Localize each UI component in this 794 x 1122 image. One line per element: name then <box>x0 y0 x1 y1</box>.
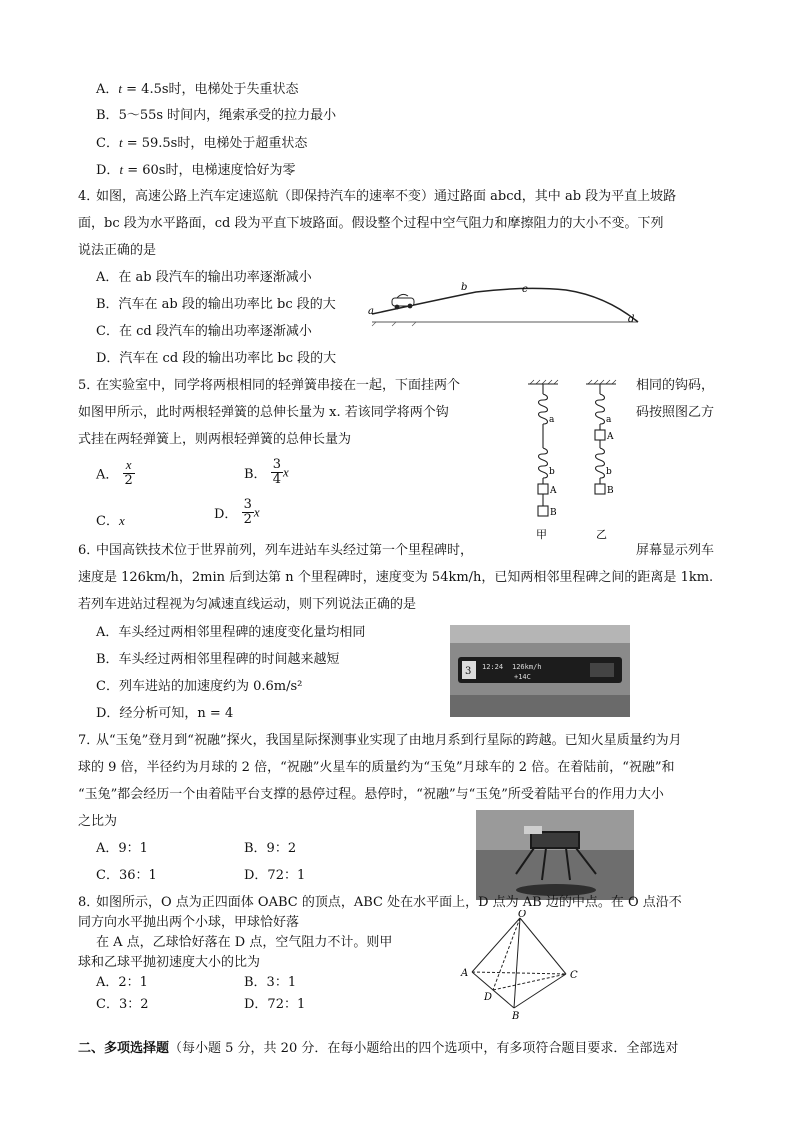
hook-label-A-jia: A <box>550 486 557 496</box>
hook-label-B-jia: B <box>550 508 557 518</box>
q4-stem-line3: 说法正确的是 <box>78 243 157 258</box>
q6-number: 6． <box>78 543 100 558</box>
q5-stem-line2b: 码按照图乙方 <box>636 405 715 420</box>
q3-option-a: A．t = 4.5s时，电梯处于失重状态 <box>96 81 299 97</box>
spring-label-a-jia: a <box>549 415 555 425</box>
section2-heading <box>78 1040 678 1058</box>
section2-title: 二、多项选择题 <box>78 1041 170 1056</box>
q4-stem-line2: 面，bc 段为水平路面，cd 段为平直下坡路面。假设整个过程中空气阻力和摩擦阻力的大小不变。下列 <box>78 216 664 231</box>
q5-stem-line1a: 在实验室中，同学将两根相同的轻弹簧串接在一起，下面挂两个 <box>96 378 461 393</box>
q8-option-b: B．3：1 <box>244 975 297 990</box>
q5-stem-line3: 式挂在两轻弹簧上，则两根轻弹簧的总伸长量为 <box>78 432 352 447</box>
q5-option-a: A． $\frac{x}{2}$ <box>96 457 133 488</box>
q7-option-b: B．9：2 <box>244 841 297 856</box>
road-label-a: a <box>368 306 374 317</box>
spring-figure <box>520 378 630 543</box>
q6-option-d: D．经分析可知，n = 4 <box>96 706 234 721</box>
q5-stem-line2a: 如图甲所示，此时两根轻弹簧的总伸长量为 x. 若该同学将两个钩 <box>78 405 449 420</box>
q6-stem-line3: 若列车进站过程视为匀减速直线运动，则下列说法正确的是 <box>78 597 417 612</box>
display-temp: +14C <box>514 673 531 681</box>
q8-option-d: D．72：1 <box>244 997 306 1012</box>
q3-option-b: B．5～55s 时间内，绳索承受的拉力最小 <box>96 108 337 123</box>
spring-label-a-yi: a <box>606 415 612 425</box>
q7-number: 7． <box>78 733 100 748</box>
hook-label-B-yi: B <box>607 486 614 496</box>
display-speed: 126km/h <box>512 663 542 671</box>
tetra-label-B: B <box>512 1011 520 1020</box>
tetrahedron-figure <box>458 910 588 1020</box>
tetra-label-A: A <box>461 968 469 979</box>
spring-label-b-jia: b <box>549 467 555 477</box>
q7-stem-line2: 球的 9 倍，半径约为月球的 2 倍，“祝融”火星车的质量约为“玉兔”月球车的 2 倍。在着陆前，“祝融”和 <box>78 760 675 775</box>
road-label-d: d <box>628 314 635 325</box>
q8-option-a: A．2：1 <box>96 975 148 990</box>
display-time: 12:24 <box>482 663 504 671</box>
q4-option-c: C．在 cd 段汽车的输出功率逐渐减小 <box>96 324 312 339</box>
car-number: 3 <box>465 666 472 677</box>
q8-option-c: C．3：2 <box>96 997 149 1012</box>
train-display-photo <box>450 625 630 717</box>
q4-option-a: A．在 ab 段汽车的输出功率逐渐减小 <box>96 270 312 285</box>
figure-label-yi: 乙 <box>596 528 607 541</box>
q4-option-b: B．汽车在 ab 段的输出功率比 bc 段的大 <box>96 297 336 312</box>
q4-option-d: D．汽车在 cd 段的输出功率比 bc 段的大 <box>96 351 337 366</box>
q7-stem-line3: “玉兔”都会经历一个由着陆平台支撑的悬停过程。悬停时，“祝融”与“玉兔”所受着陆平台的作用力大小 <box>78 787 664 802</box>
tetra-label-O: O <box>518 910 527 920</box>
q7-option-a: A．9：1 <box>96 841 148 856</box>
q7-stem-line1: 从“玉兔”登月到“祝融”探火，我国星际探测事业实现了由地月系到行星际的跨越。已知火星质量约为月 <box>96 733 682 748</box>
q7-option-d: D．72：1 <box>244 868 306 883</box>
q6-option-a: A．车头经过两相邻里程碑的速度变化量均相同 <box>96 625 366 640</box>
road-label-b: b <box>461 282 468 293</box>
tetra-label-C: C <box>570 970 578 981</box>
q6-stem-line1b: 屏幕显示列车 <box>636 543 715 558</box>
figure-label-jia: 甲 <box>536 528 547 541</box>
q8-stem-line3: 在 A 点，乙球恰好落在 D 点，空气阻力不计。则甲 <box>96 935 393 950</box>
q5-stem-line1b: 相同的钩码， <box>636 378 715 393</box>
section2-instructions: （每小题 5 分，共 20 分．在每小题给出的四个选项中，有多项符合题目要求．全部选对 <box>169 1041 679 1056</box>
road-label-c: c <box>522 284 528 295</box>
q3-option-c: C．t = 59.5s时，电梯处于超重状态 <box>96 135 308 151</box>
q8-stem-line1: 如图所示，O 点为正四面体 OABC 的顶点，ABC 处在水平面上，D 点为 AB 边的中点。在 O 点沿不 <box>96 895 682 910</box>
q7-option-c: C．36：1 <box>96 868 157 883</box>
road-figure <box>366 278 646 330</box>
q6-option-c: C．列车进站的加速度约为 0.6m/s² <box>96 679 303 694</box>
q5-option-b: B． $\frac{3}{4}$ x <box>244 457 289 487</box>
hook-label-A-yi: A <box>607 432 614 442</box>
q5-option-d: D． $\frac{3}{2}$ x <box>214 497 260 527</box>
q8-stem-line4: 球和乙球平抛初速度大小的比为 <box>78 955 261 970</box>
q6-option-b: B．车头经过两相邻里程碑的时间越来越短 <box>96 652 340 667</box>
q7-stem-line4: 之比为 <box>78 814 118 829</box>
spring-label-b-yi: b <box>606 467 612 477</box>
q5-option-c: C．x <box>96 513 125 529</box>
q6-stem-line1a: 中国高铁技术位于世界前列，列车进站车头经过第一个里程碑时， <box>96 543 474 558</box>
q8-stem-line2: 同方向水平抛出两个小球，甲球恰好落 <box>78 915 300 930</box>
q8-number: 8． <box>78 895 100 910</box>
q4-number: 4． <box>78 189 100 204</box>
tetra-label-D: D <box>484 992 493 1003</box>
q6-stem-line2: 速度是 126km/h，2min 后到达第 n 个里程碑时，速度变为 54km/h，已知两相邻里程碑之间的距离是 1km. <box>78 570 714 585</box>
q3-option-d: D．t = 60s时，电梯速度恰好为零 <box>96 162 296 178</box>
q4-stem-line1: 如图，高速公路上汽车定速巡航（即保持汽车的速率不变）通过路面 abcd，其中 ab 段为平直上坡路 <box>96 189 677 204</box>
lander-photo <box>476 810 634 900</box>
q5-number: 5． <box>78 378 100 393</box>
